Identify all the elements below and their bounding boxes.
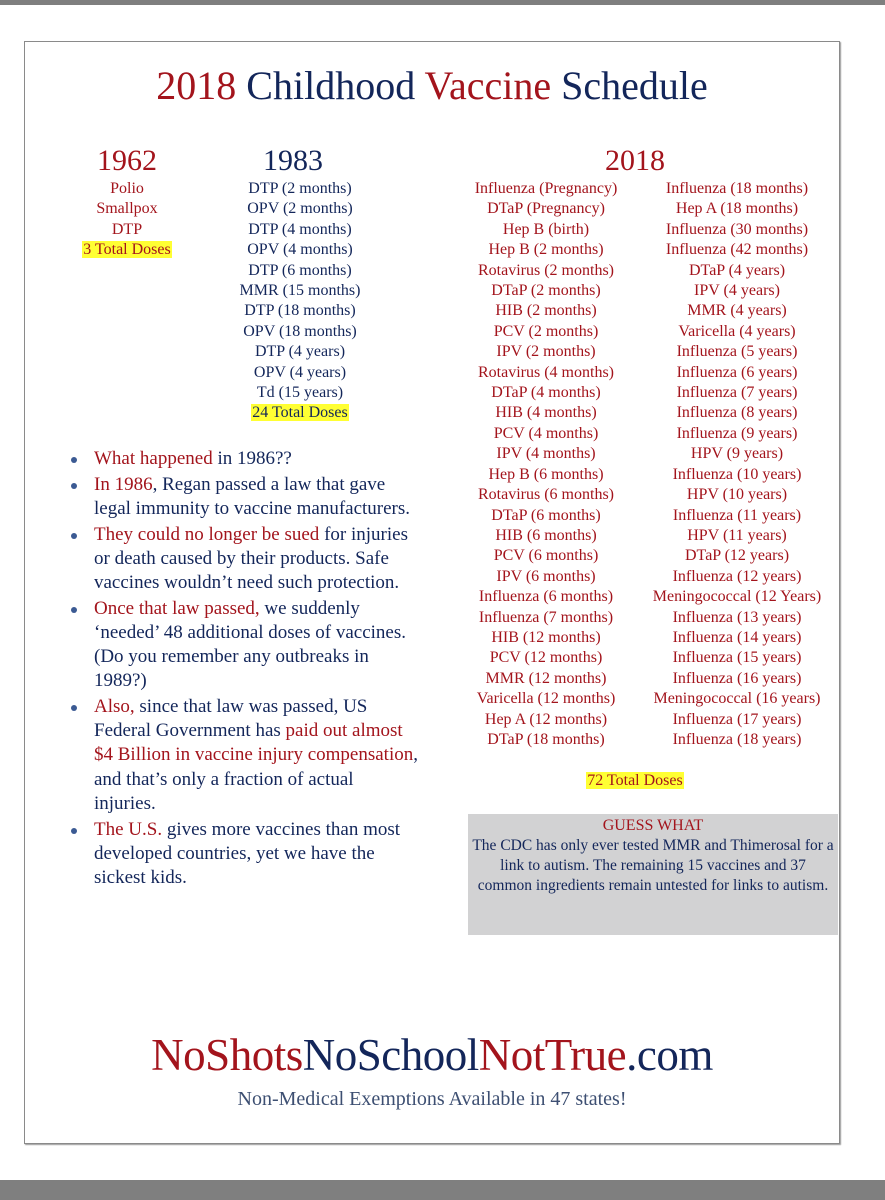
vaccine-2018-item: Hep A (18 months) [675,200,799,218]
vaccine-1983-item: OPV (4 months) [247,241,353,259]
vaccine-2018-item: Hep B (2 months) [488,241,604,259]
vaccine-2018-item: Hep B (6 months) [488,465,604,483]
vaccine-1983-item: OPV (18 months) [243,322,357,340]
vaccine-1983-item: DTP (18 months) [244,302,356,320]
vaccine-2018-item: DTaP (4 years) [688,261,786,279]
year-1962-heading: 1962 [97,144,157,177]
site-part-noschool: NoSchool [302,1030,479,1080]
bullet-text-emphasis: They could no longer be sued [94,523,320,545]
vaccine-2018-item: Rotavirus (6 months) [478,486,614,504]
vaccine-2018-item: Varicella (12 months) [476,690,616,708]
vaccine-2018-item: Influenza (6 years) [676,363,798,381]
vaccine-2018-item: Influenza (14 years) [672,628,802,646]
vaccine-2018-item: DTaP (12 years) [684,547,790,565]
vaccine-2018-item: HIB (4 months) [495,404,597,422]
schedule-1962-list [47,179,207,261]
vaccine-2018-item: Influenza (7 years) [676,384,798,402]
vaccine-2018-item: PCV (12 months) [489,649,603,667]
vaccine-2018-item: Meningococcal (12 Years) [652,588,822,606]
website-name [25,1030,839,1080]
bullet-item [69,695,419,816]
vaccine-2018-item: Influenza (9 years) [676,424,798,442]
vaccine-2018-item: Influenza (Pregnancy) [474,180,618,197]
site-part-noshots: NoShots [151,1030,303,1080]
callout-heading: GUESS WHAT [602,817,704,834]
vaccine-2018-item: IPV (6 months) [496,567,596,585]
vaccine-2018-item: HPV (10 years) [686,486,788,504]
vaccine-2018-item: DTaP (2 months) [491,282,601,300]
vaccine-1983-item: DTP (6 months) [248,261,352,279]
vaccine-2018-item: DTaP (6 months) [491,506,601,524]
bullet-text-body: since that law was passed, US Federal Government has [94,696,368,742]
vaccine-2018-item: Influenza (16 years) [672,669,802,687]
bullet-text-emphasis: paid out almost $4 Billion in vaccine injury compensation [94,720,414,766]
total-1962-highlight: 3 Total Doses [83,241,171,259]
site-part-com: .com [626,1030,713,1080]
tagline: Non-Medical Exemptions Available in 47 states! [237,1088,627,1110]
schedule-1983-list [220,179,380,424]
vaccine-2018-item: DTaP (18 months) [487,730,605,748]
vaccine-2018-item: Influenza (18 months) [665,180,809,197]
bullet-dot-icon [71,607,77,613]
page-title [25,62,839,110]
vaccine-2018-item: DTaP (Pregnancy) [487,200,605,218]
schedule-2018-list-col1 [455,179,637,750]
bullet-dot-icon [71,828,77,834]
vaccine-2018-item: HIB (6 months) [495,526,597,544]
vaccine-2018-item: Influenza (6 months) [478,588,614,606]
year-2018-heading: 2018 [605,144,665,177]
vaccine-2018-item: Influenza (15 years) [672,649,802,667]
vaccine-1983-item: OPV (4 years) [253,363,347,381]
bullet-text-body: , Regan passed a law that gave legal immunity to vaccine manufacturers. [94,473,411,519]
vaccine-2018-item: IPV (4 years) [694,282,780,300]
vaccine-2018-item: Influenza (12 years) [672,567,802,585]
vaccine-2018-item: HIB (2 months) [495,302,597,320]
vaccine-1983-item: DTP (2 months) [248,180,352,197]
vaccine-2018-item: IPV (2 months) [496,343,596,361]
bullet-item [69,447,419,471]
vaccine-2018-item: HPV (11 years) [687,526,787,544]
bullet-item [69,473,419,521]
vaccine-1983-item: OPV (2 months) [247,200,353,218]
site-part-nottrue: NotTrue [478,1030,627,1080]
bullet-text-emphasis: In 1986 [94,473,153,495]
bullet-text-emphasis: Once that law passed, [94,597,260,619]
bullet-text-body: , and that’s only a fraction of actual injuries. [94,744,418,814]
vaccine-2018-item: PCV (6 months) [493,547,599,565]
title-childhood: Childhood [236,63,425,108]
vaccine-2018-item: Influenza (10 years) [672,465,802,483]
bullet-dot-icon [71,483,77,489]
vaccine-2018-item: Rotavirus (4 months) [478,363,614,381]
vaccine-2018-item: Influenza (42 months) [665,241,809,259]
title-schedule: Schedule [551,63,708,108]
vaccine-2018-item: PCV (2 months) [493,322,599,340]
vaccine-1962-item: Polio [110,180,144,197]
total-1983 [220,403,380,423]
vaccine-2018-item: DTaP (4 months) [491,384,601,402]
bullet-text-body: for injuries or death caused by their products. Safe vaccines wouldn’t need such protection. [94,523,408,594]
bullet-item [69,818,419,891]
vaccine-1962-item: Smallpox [96,200,158,218]
guess-what-callout [468,814,838,935]
vaccine-2018-item: MMR (4 years) [687,302,787,320]
vaccine-2018-item: MMR (12 months) [485,669,607,687]
bullet-dot-icon [71,705,77,711]
callout-body: The CDC has only ever tested MMR and Thimerosal for a link to autism. The remaining 15 vaccines and 37 common ingredients remain untested for links to autism. [472,837,834,894]
title-vaccine: Vaccine [424,63,552,108]
bullet-text-body: we suddenly ‘needed’ 48 additional doses of vaccines. (Do you remember any outbreaks in 1989?) [94,597,406,692]
bullet-dot-icon [71,457,77,463]
vaccine-2018-item: HPV (9 years) [690,445,784,463]
vaccine-1983-item: MMR (15 months) [239,282,361,300]
vaccine-1983-item: DTP (4 months) [248,220,352,238]
vaccine-1983-item: DTP (4 years) [254,343,346,361]
vaccine-2018-item: Influenza (5 years) [676,343,798,361]
vaccine-2018-item: Influenza (8 years) [676,404,798,422]
year-1983-heading: 1983 [263,144,323,177]
vaccine-1983-item: Td (15 years) [256,384,344,402]
top-border-bar [0,0,885,5]
title-year: 2018 [156,63,237,108]
vaccine-2018-item: Rotavirus (2 months) [478,261,614,279]
vaccine-2018-item: Influenza (18 years) [672,730,802,748]
vaccine-2018-item: PCV (4 months) [493,424,599,442]
bullet-text-emphasis: Also, [94,696,135,718]
vaccine-2018-item: IPV (4 months) [496,445,596,463]
vaccine-2018-item: Hep B (birth) [502,220,590,238]
bottom-border-bar [0,1180,885,1200]
schedule-2018-list-col2 [637,179,837,750]
vaccine-2018-item: HIB (12 months) [491,628,601,646]
vaccine-2018-item: Influenza (13 years) [672,608,802,626]
vaccine-2018-item: Influenza (17 years) [672,710,802,728]
total-1962 [47,240,207,260]
bullet-list [69,447,419,892]
vaccine-2018-item: Influenza (11 years) [672,506,802,524]
total-1983-highlight: 24 Total Doses [252,404,348,422]
flyer-page [24,41,840,1144]
bullet-item [69,597,419,694]
vaccine-1962-item: DTP [111,220,143,238]
vaccine-2018-item: Influenza (30 months) [665,220,809,238]
bullet-text-emphasis: What happened [94,448,213,469]
vaccine-2018-item: Influenza (7 months) [478,608,614,626]
bullet-dot-icon [71,533,77,539]
bullet-text-emphasis: The U.S. [94,818,163,840]
vaccine-2018-item: Hep A (12 months) [484,710,608,728]
bullet-text-body: in 1986?? [212,448,292,469]
total-2018 [545,771,725,791]
bullet-item [69,523,419,596]
vaccine-2018-item: Varicella (4 years) [678,322,796,340]
bullet-text-body: gives more vaccines than most developed countries, yet we have the sickest kids. [94,818,401,888]
total-2018-highlight: 72 Total Doses [587,772,683,789]
vaccine-2018-item: Meningococcal (16 years) [653,690,821,708]
